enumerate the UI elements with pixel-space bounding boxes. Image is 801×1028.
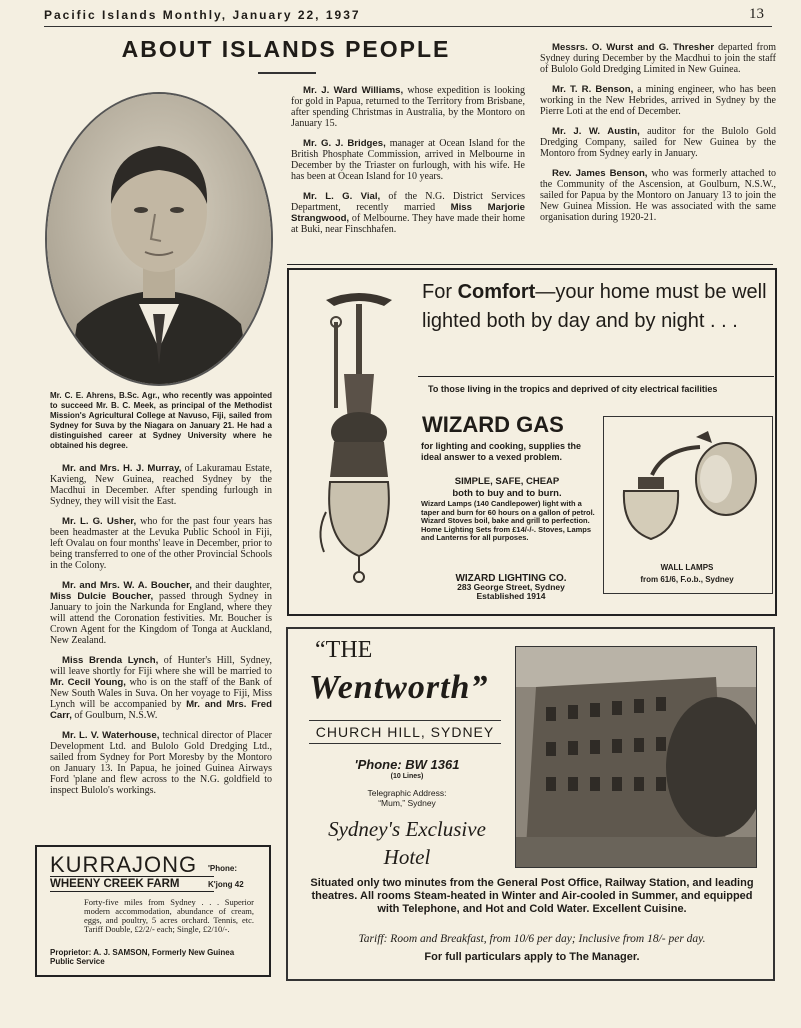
wentworth-lines: (10 Lines) [390,773,424,780]
kurrajong-description: Forty-five miles from Sydney . . . Superior modern accommodation, abundance of cream, eggs, and poultry, 5 acres orchard. Tennis, etc. Tariff Double, £2/2/- each; Single, £2/10/-. [84,897,254,934]
middle-column [291,85,525,244]
kurrajong-proprietor: Proprietor: A. J. SAMSON, Formerly New Guinea Public Service [50,948,235,966]
hanging-lamp-icon [304,282,414,592]
wizard-gas-description: for lighting and cooking, supplies the ideal answer to a vexed problem. [421,441,582,462]
ad-headline: For Comfort—your home must be well lighted both by day and by night . . . [422,281,767,332]
wizard-gas-brand: WIZARD GAS [422,412,564,437]
wall-lamps-label: WALL LAMPS from 61/6, F.o.b., Sydney [640,563,734,584]
portrait-caption: Mr. C. E. Ahrens, B.Sc. Agr., who recently was appointed to succeed Mr. B. C. Meek, as principal of the Methodist Mission's Agricultural College at Navuso, Fiji, sailed from Sydney for Suva by the Niagara on January 21. He had a distinguished career at Sydney University where he obtained his degree. [50,391,272,450]
section-title: ABOUT ISLANDS PEOPLE [121,36,451,62]
page-number: 13 [749,6,764,22]
news-item: Mr. L. V. Waterhouse, technical director of Placer Development Ltd. and Bulolo Gold Dredging Ltd., sailed from Sydney for Port Moresby by the Montoro on January 13. In Papua, he joined Guinea Airways Ford 'plane and flew across to the N.G. goldfield to inspect Bulolo's workings. [50,730,272,796]
portrait-illustration [47,94,271,384]
wizard-company: WIZARD LIGHTING CO. 283 George Street, Sydney Established 1914 [455,573,567,601]
news-item: Mr. J. W. Austin, auditor for the Bulolo Gold Dredging Company, sailed for New Guinea by the Montoro from Sydney early in January. [540,126,776,159]
wentworth-location: CHURCH HILL, SYDNEY [309,720,501,744]
kurrajong-phone-value: K'jong 42 [208,880,244,889]
news-item: Mr. G. J. Bridges, manager at Ocean Island for the British Phosphate Commission, arrived in Melbourne in December by the Triaster on furlough, with his wife. He has been at Ocean Island for 10 years. [291,138,525,182]
news-item: Miss Brenda Lynch, of Hunter's Hill, Sydney, will leave shortly for Fiji where she will be married to Mr. Cecil Young, who is on the staff of the Bank of New South Wales in Suva. On her voyage to Fiji, Miss Lynch will be accompanied by Mr. and Mrs. Fred Carr, of Goulburn, N.S.W. [50,655,272,721]
wentworth-name: Wentworth” [309,669,489,706]
news-item: Mr. L. G. Usher, who for the past four years has been headmaster at the Levuka Public School in Fiji, left Ovalau on four months' leave in December, prior to being transferred to one of the other Provincial Schools in the Colony. [50,516,273,571]
running-title: Pacific Islands Monthly, January 22, 1937 [44,8,361,22]
ad-top-rule [287,264,773,265]
kurrajong-farm: WHEENY CREEK FARM [50,876,214,892]
left-column [50,463,272,805]
news-item: Mr. T. R. Benson, a mining engineer, who has been working in the New Hebrides, arrived in Sydney by the Pierre Loti at the end of December. [540,84,776,117]
kurrajong-phone-label: 'Phone: [208,864,238,873]
wentworth-tariff: Tariff: Room and Breakfast, from 10/6 per day; Inclusive from 18/- per day. [358,933,706,945]
wall-lamp-icon [604,417,770,557]
wizard-slogan: SIMPLE, SAFE, CHEAP both to buy and to burn. [452,476,562,499]
header-rule [44,26,772,27]
wentworth-telegraphic: Telegraphic Address: “Mum,” Sydney [367,788,447,808]
wentworth-the: “THE [315,637,373,663]
wentworth-phone: 'Phone: BW 1361 [354,757,460,772]
news-item: Mr. J. Ward Williams, whose expedition is looking for gold in Papua, returned to the Territory from Brisbane, after spending Christmas in Australia, by the Montoro on January 15. [291,85,525,129]
news-item: Mr. and Mrs. W. A. Boucher, and their daughter, Miss Dulcie Boucher, passed through Sydney in January to join the Narkunda for England, where they will attend the Coronation festivities. Mr. Boucher is Crown Agent for the Kingdom of Tonga at Auckland, New Zealand. [50,580,273,646]
hotel-building-image [516,647,756,867]
wizard-details: Wizard Lamps (140 Candlepower) light with a taper and burn for 60 hours on a gallon of petrol. Wizard Stoves boil, bake and grill to perfection. Home Lighting Sets from £14/-/-. Stoves, Lamps and Lanterns for all purposes. [421,499,595,543]
portrait-photo [45,92,273,386]
news-item: Rev. James Benson, who was formerly attached to the Community of the Ascension, at Goulburn, N.S.W., sailed for Papua by the Montoro on January 13 to join the New Guinea Mission. He was associated with the same organisation during 1920-21. [540,168,776,223]
news-item: Mr. and Mrs. H. J. Murray, of Lakuramau Estate, Kavieng, New Guinea, reached Sydney by the Macdhui in December. After spending furlough in Sydney, they will visit the East. [50,463,273,507]
wentworth-tagline: Sydney's Exclusive Hotel [328,817,486,869]
right-column [540,42,776,232]
headline-rule [418,376,774,377]
wentworth-description: Situated only two minutes from the General Post Office, Railway Station, and leading theatres. All rooms Steam-heated in Winter and Air-cooled in Summer, and equipped with Telephone, and Hot and Cold Water. Excellent Cuisine. [310,877,754,915]
wentworth-particulars: For full particulars apply to The Manager. [424,951,640,963]
hanging-lamp-illustration [304,282,414,592]
kurrajong-name: KURRAJONG [50,852,198,877]
news-item: Mr. L. G. Vial, of the N.G. District Services Department, recently married Miss Marjorie Strangwood, of Melbourne. They have made their home at Buki, near Finschhafen. [291,191,525,235]
news-item: Messrs. O. Wurst and G. Thresher departed from Sydney during December by the Macdhui to join the staff of Bulolo Gold Dredging Limited in New Guinea. [540,42,776,75]
ad-subhead: To those living in the tropics and deprived of city electrical facilities [428,384,718,394]
title-rule [258,72,316,74]
page-header [44,6,764,28]
hotel-photo [515,646,757,868]
